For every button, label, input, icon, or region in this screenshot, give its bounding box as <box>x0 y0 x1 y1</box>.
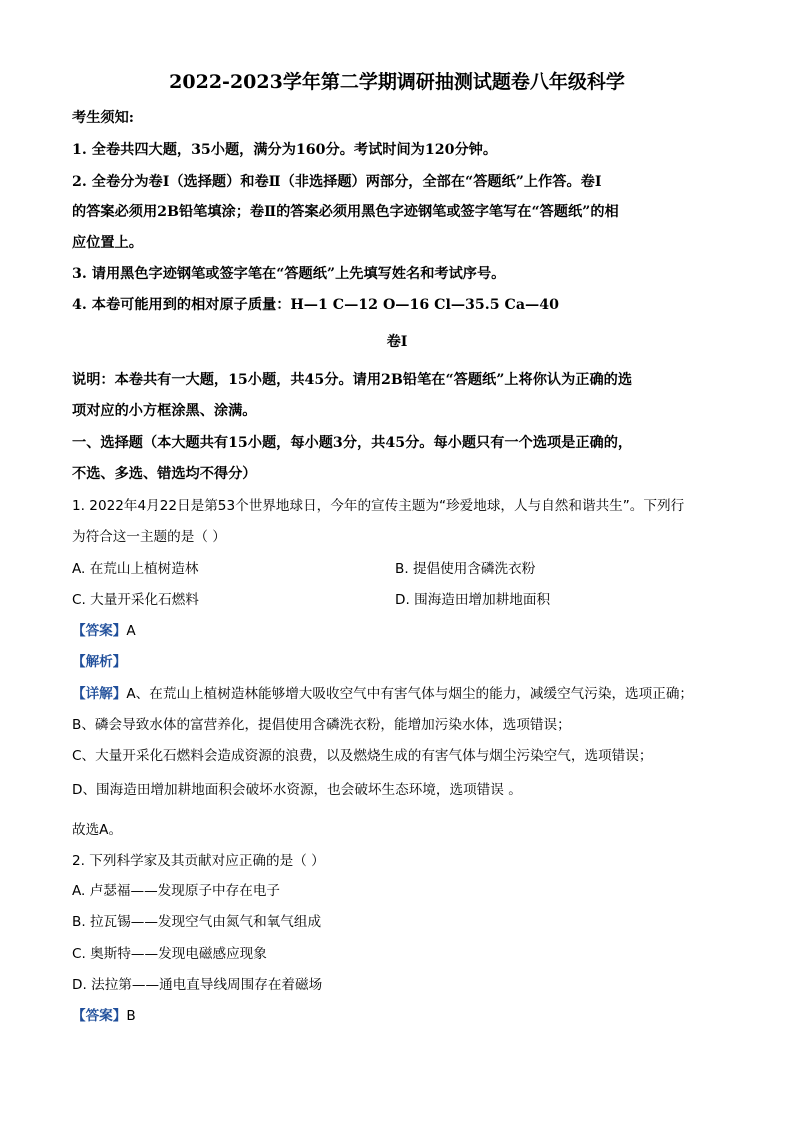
q2-option: C. 奥斯特——发现电磁感应现象 <box>72 946 267 962</box>
q2-option: B. 拉瓦锡——发现空气由氮气和氧气组成 <box>72 914 322 930</box>
notice-heading: 考生须知: <box>72 110 134 126</box>
detail-line: B、磷会导致水体的富营养化，提倡使用含磷洗衣粉，能增加污染水体，选项错误； <box>72 717 571 733</box>
answer-tag: 【答案】 <box>72 623 127 639</box>
notice-item: 2. 全卷分为卷Ⅰ（选择题）和卷Ⅱ（非选择题）两部分，全部在“答题纸”上作答。卷Ⅰ <box>72 174 602 190</box>
q2-option: D. 法拉第——通电直导线周围存在着磁场 <box>72 977 323 993</box>
q2-stem: 2. 下列科学家及其贡献对应正确的是（ ） <box>72 853 325 869</box>
notice-item: 4. 本卷可能用到的相对原子质量：H—1 C—12 O—16 Cl—35.5 Ca—40 <box>72 297 559 313</box>
detail-line: A、在荒山上植树造林能够增大吸收空气中有害气体与烟尘的能力，减缓空气污染，选项正确； <box>126 686 694 702</box>
explain-line: 项对应的小方框涂黑、涂满。 <box>72 403 257 419</box>
q1-stem: 为符合这一主题的是（ ） <box>72 529 226 545</box>
answer-value: A <box>126 623 136 639</box>
notice-item: 3. 请用黑色字迹钢笔或签字笔在“答题纸”上先填写姓名和考试序号。 <box>72 266 506 282</box>
detail-tag: 【详解】 <box>72 686 127 702</box>
detail-line: C、大量开采化石燃料会造成资源的浪费，以及燃烧生成的有害气体与烟尘污染空气，选项错误； <box>72 748 653 764</box>
q1-option-a: A. 在荒山上植树造林 <box>72 561 199 577</box>
q1-option-b: B. 提倡使用含磷洗衣粉 <box>395 561 536 577</box>
section-heading: 不选、多选、错选均不得分） <box>72 466 257 482</box>
q1-detail <box>72 684 693 704</box>
q2-option: A. 卢瑟福——发现原子中存在电子 <box>72 883 281 899</box>
analysis-tag: 【解析】 <box>72 654 127 670</box>
q1-option-d: D. 围海造田增加耕地面积 <box>395 592 551 608</box>
answer-tag: 【答案】 <box>72 1008 127 1024</box>
explain-line: 说明：本卷共有一大题，15小题，共45分。请用2B铅笔在“答题纸”上将你认为正确的选 <box>72 372 633 388</box>
q2-answer <box>72 1006 136 1026</box>
volume-title: 卷Ⅰ <box>386 334 408 350</box>
q1-stem: 1. 2022年4月22日是第53个世界地球日，今年的宣传主题为“珍爱地球，人与自然和谐共生”。下列行 <box>72 498 685 514</box>
q1-option-c: C. 大量开采化石燃料 <box>72 592 199 608</box>
q1-analysis-tag <box>72 652 126 672</box>
notice-item: 1. 全卷共四大题，35小题，满分为160分。考试时间为120分钟。 <box>72 142 498 158</box>
detail-line: D、围海造田增加耕地面积会破坏水资源，也会破坏生态环境，选项错误 。 <box>72 782 522 798</box>
section-heading: 一、选择题（本大题共有15小题，每小题3分，共45分。每小题只有一个选项是正确的， <box>72 435 633 451</box>
notice-item: 的答案必须用2B铅笔填涂；卷Ⅱ的答案必须用黑色字迹钢笔或签字笔写在“答题纸”的相 <box>72 204 619 220</box>
q1-answer <box>72 621 136 641</box>
notice-item: 应位置上。 <box>72 235 143 251</box>
q1-conclusion: 故选A。 <box>72 822 123 838</box>
page-title: 2022-2023学年第二学期调研抽测试题卷八年级科学 <box>169 71 625 93</box>
answer-value: B <box>126 1008 136 1024</box>
